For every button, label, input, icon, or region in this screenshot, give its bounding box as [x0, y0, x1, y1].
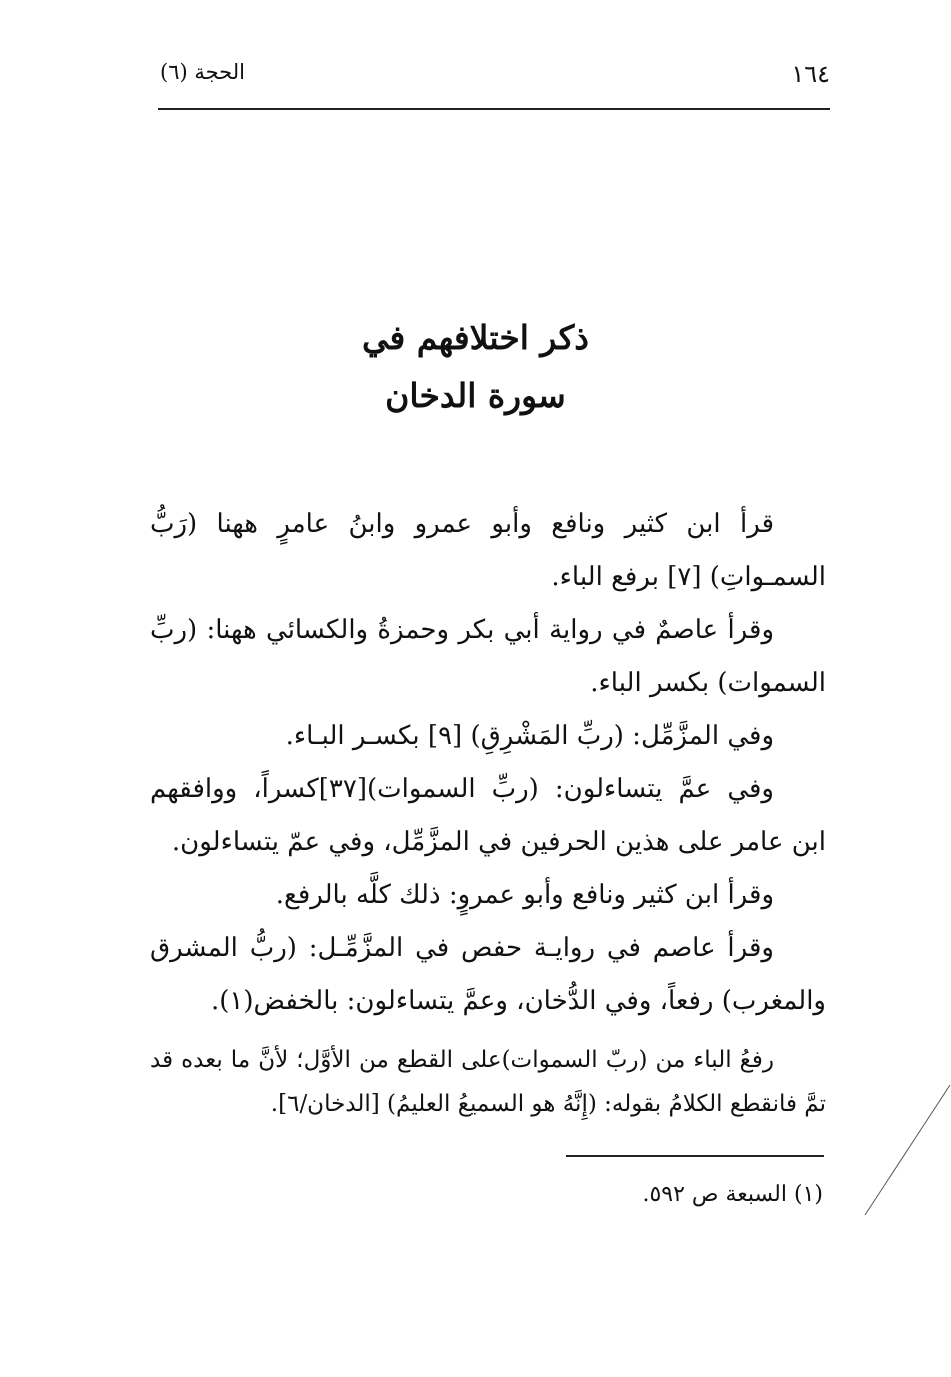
footnote-rule: [566, 1155, 824, 1157]
scan-edge-line: [860, 1080, 951, 1220]
running-title: الحجة (٦): [160, 60, 245, 84]
paragraph: قرأ ابن كثير ونافع وأبو عمرو وابنُ عامرٍ ههنا (رَبُّ السمـواتِ) [٧] برفع الباء.: [150, 509, 826, 592]
paragraph: رفعُ الباء من (ربّ السموات)على القطع من الأوَّل؛ لأنَّ ما بعده قد تمَّ فانقطع الكلامُ بقوله: (إِنَّهُ هو السميعُ العليمُ) [الدخان/٦].: [150, 1047, 826, 1117]
footnote: (١) السبعة ص ٥٩٢.: [642, 1182, 823, 1207]
paragraph: وفي المزَّمِّل: (ربِّ المَشْرِقِ) [٩] بكسـر البـاء.: [285, 721, 774, 751]
paragraph: وقرأ ابن كثير ونافع وأبو عمروٍ: ذلك كلَّه بالرفع.: [275, 880, 774, 910]
paragraph: وفي عمَّ يتساءلون: (ربِّ السموات)[٣٧]كسراً، ووافقهم ابن عامر على هذين الحرفين في المزَّمِّل، وفي عمّ يتساءلون.: [150, 774, 826, 857]
page-number: ١٦٤: [791, 60, 830, 88]
section-heading-line-1: ذكر اختلافهم في: [361, 318, 590, 357]
body-text: [150, 498, 826, 1126]
section-heading-line-2: سورة الدخان: [385, 376, 566, 415]
paragraph: وقرأ عاصم في روايـة حفص في المزَّمِّـل: (ربُّ المشرق والمغرب) رفعاً، وفي الدُّخان، وعمَّ يتساءلون: بالخفض(١).: [150, 933, 826, 1016]
header-rule: [158, 108, 830, 110]
running-header: [160, 58, 830, 94]
paragraph: وقرأ عاصمٌ في رواية أبي بكر وحمزةُ والكسائي ههنا: (ربِّ السموات) بكسر الباء.: [150, 615, 826, 698]
